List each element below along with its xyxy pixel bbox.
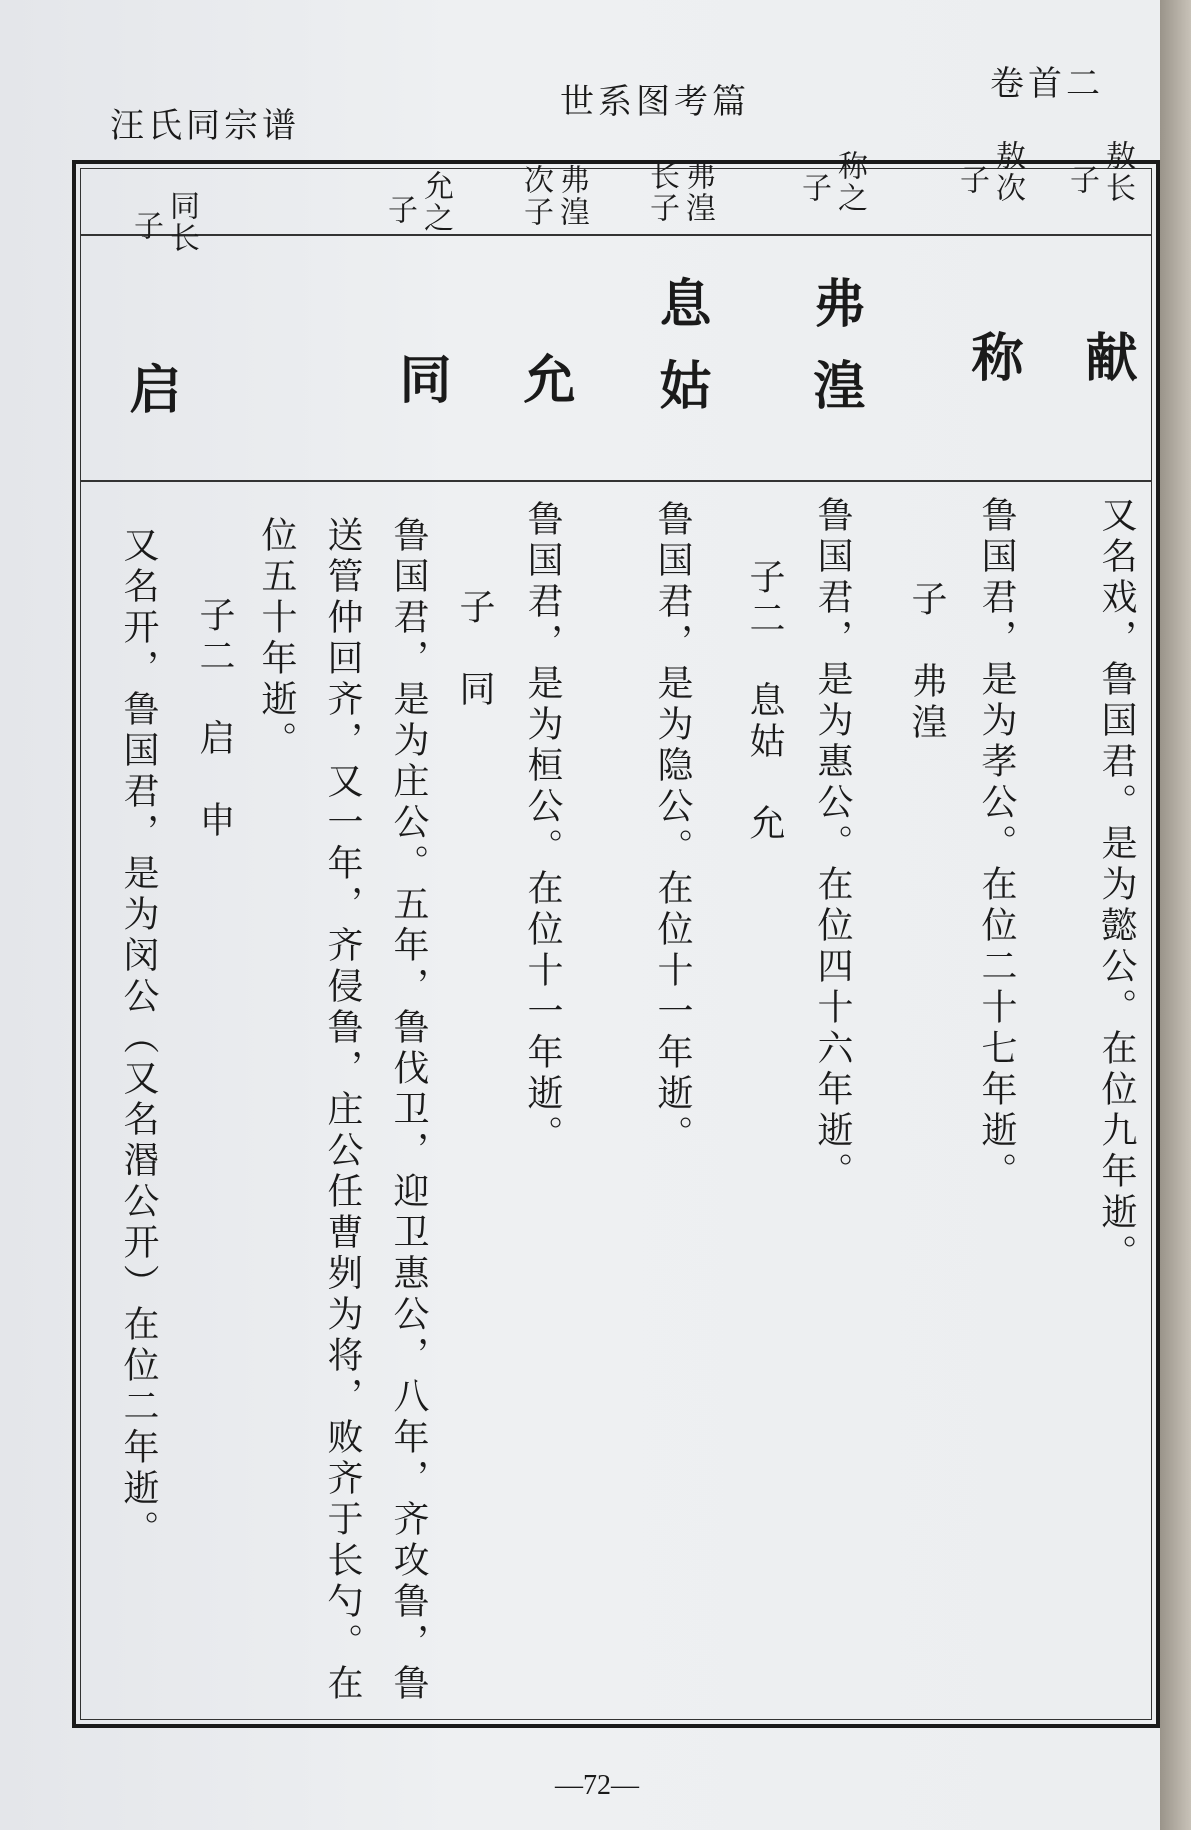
biography-column: 送管仲回齐，又一年，齐侵鲁，庄公任曹刿为将，败齐于长勺。在 <box>322 516 363 1705</box>
biography-column: 鲁国君，是为桓公。在位十一年逝。 <box>522 500 563 1156</box>
relation-label-bottom: 子 <box>382 194 417 226</box>
relation-label-top: 敖次 <box>990 140 1025 204</box>
volume-title: 卷首二 <box>990 64 1104 104</box>
relation-label-bottom: 子 <box>954 164 989 196</box>
biography-column: 子 同 <box>454 588 495 711</box>
relation-label-top: 允之 <box>418 170 453 234</box>
biography-column: 又名戏，鲁国君。是为懿公。在位九年逝。 <box>1096 496 1137 1275</box>
relation-label-top: 弗湟 <box>554 164 589 228</box>
row-divider-2 <box>80 480 1152 482</box>
person-name: 弗湟 <box>804 276 865 440</box>
page-edge-shadow <box>1160 0 1191 1830</box>
relation-label-top: 敖长 <box>1100 140 1135 204</box>
biography-column: 鲁国君，是为惠公。在位四十六年逝。 <box>812 496 853 1193</box>
page-number: —72— <box>555 1770 639 1801</box>
person-name: 启 <box>120 362 181 444</box>
relation-label-top: 弗湟 <box>680 160 715 224</box>
person-name: 允 <box>514 352 575 434</box>
biography-column: 又名开，鲁国君，是为闵公（又名湣公开）在位二年逝。 <box>118 526 159 1551</box>
biography-column: 鲁国君，是为庄公。五年，鲁伐卫，迎卫惠公，八年，齐攻鲁，鲁 <box>388 516 429 1705</box>
relation-label-bottom: 子 <box>128 210 163 242</box>
biography-column: 位五十年逝。 <box>256 516 297 762</box>
biography-column: 子二 启 申 <box>194 596 235 842</box>
person-name: 息姑 <box>650 276 711 440</box>
book-title: 汪氏同宗谱 <box>110 106 300 146</box>
relation-label-bottom: 子 <box>796 172 831 204</box>
biography-column: 子二 息姑 允 <box>744 558 785 845</box>
relation-label-bottom: 子 <box>1064 164 1099 196</box>
biography-column: 鲁国君，是为隐公。在位十一年逝。 <box>652 500 693 1156</box>
relation-label-top: 称之 <box>832 150 867 214</box>
biography-column: 鲁国君，是为孝公。在位二十七年逝。 <box>976 496 1017 1193</box>
chapter-title: 世系图考篇 <box>560 82 750 122</box>
person-name: 献 <box>1076 330 1137 412</box>
row-divider-1 <box>80 234 1152 236</box>
person-name: 称 <box>962 330 1023 412</box>
person-name: 同 <box>390 352 451 434</box>
biography-column: 子 弗湟 <box>906 580 947 744</box>
relation-label-bottom: 长子 <box>644 160 679 224</box>
relation-label-bottom: 次子 <box>518 164 553 228</box>
relation-label-top: 同长 <box>164 190 199 254</box>
